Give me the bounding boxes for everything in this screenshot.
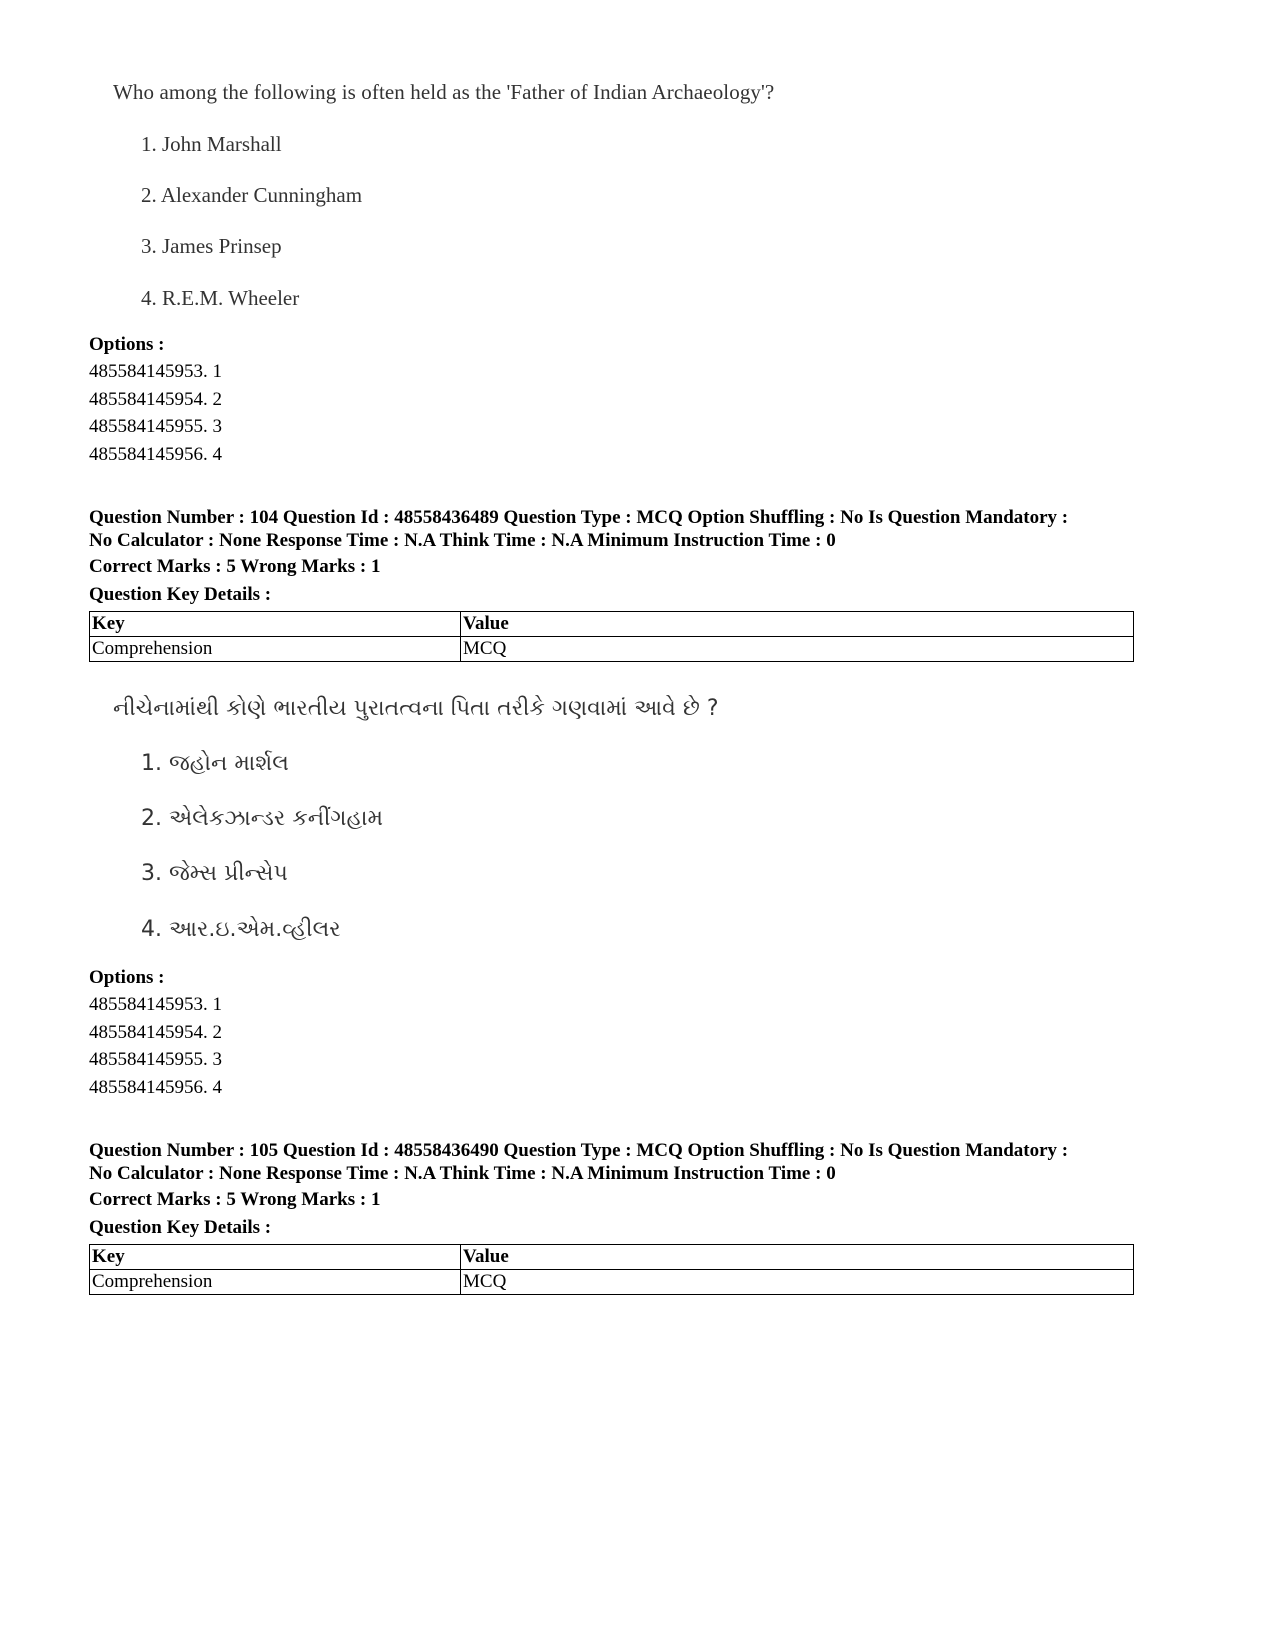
option-item: 485584145956. 4 xyxy=(89,1076,222,1098)
table-cell-key: Comprehension xyxy=(90,1270,461,1295)
option-item: 485584145953. 1 xyxy=(89,994,222,1015)
choice-gujarati-2: 2. એલેકઝાન્ડર કનીંગહામ xyxy=(141,806,384,831)
question-meta-line2: No Calculator : None Response Time : N.A Think Time : N.A Minimum Instruction Time : 0 xyxy=(89,1163,836,1184)
table-row xyxy=(90,637,1134,662)
option-item: 485584145953. 1 xyxy=(89,361,222,382)
table-header-row xyxy=(90,1245,1134,1270)
question-meta xyxy=(89,1139,1068,1185)
table-row xyxy=(90,1270,1134,1295)
options-heading: Options : xyxy=(89,334,165,355)
key-details-table xyxy=(89,611,1134,662)
choice-english-3: 3. James Prinsep xyxy=(141,234,282,258)
table-cell-value: MCQ xyxy=(461,1270,1134,1295)
option-item: 485584145955. 3 xyxy=(89,1049,222,1070)
table-header-value: Value xyxy=(461,612,1134,637)
key-details-table xyxy=(89,1244,1134,1295)
choice-gujarati-1: 1. જહોન માર્શલ xyxy=(141,751,289,776)
table-cell-key: Comprehension xyxy=(90,637,461,662)
option-item: 485584145954. 2 xyxy=(89,388,222,410)
marks-line: Correct Marks : 5 Wrong Marks : 1 xyxy=(89,556,381,577)
table-cell-value: MCQ xyxy=(461,637,1134,662)
choice-english-1: 1. John Marshall xyxy=(141,132,282,156)
question-text-gujarati: નીચેનામાંથી કોણે ભારતીય પુરાતત્વના પિતા તરીકે ગણવામાં આવે છે ? xyxy=(113,696,719,721)
options-list xyxy=(89,991,222,1101)
choice-english-2: 2. Alexander Cunningham xyxy=(141,183,363,207)
question-meta-line2: No Calculator : None Response Time : N.A Think Time : N.A Minimum Instruction Time : 0 xyxy=(89,530,836,551)
key-details-label: Question Key Details : xyxy=(89,584,272,605)
option-item: 485584145956. 4 xyxy=(89,443,222,465)
options-list xyxy=(89,358,222,468)
question-meta-line1: Question Number : 104 Question Id : 48558436489 Question Type : MCQ Option Shuffling : No Is Question Mandatory : xyxy=(89,507,1069,528)
option-item: 485584145954. 2 xyxy=(89,1021,222,1043)
table-header-value: Value xyxy=(461,1245,1134,1270)
question-text-english: Who among the following is often held as the 'Father of Indian Archaeology'? xyxy=(113,80,775,104)
choice-gujarati-3: 3. જેમ્સ પ્રીન્સેપ xyxy=(141,861,288,886)
options-heading: Options : xyxy=(89,967,165,988)
question-meta xyxy=(89,506,1068,552)
question-meta-line1: Question Number : 105 Question Id : 48558436490 Question Type : MCQ Option Shuffling : No Is Question Mandatory : xyxy=(89,1140,1069,1161)
option-item: 485584145955. 3 xyxy=(89,416,222,437)
choice-english-4: 4. R.E.M. Wheeler xyxy=(141,286,300,310)
table-header-key: Key xyxy=(90,612,461,637)
table-header-row xyxy=(90,612,1134,637)
marks-line: Correct Marks : 5 Wrong Marks : 1 xyxy=(89,1189,381,1210)
key-details-label: Question Key Details : xyxy=(89,1217,272,1238)
choice-gujarati-4: 4. આર.ઇ.એમ.વ્હીલર xyxy=(141,917,341,942)
table-header-key: Key xyxy=(90,1245,461,1270)
